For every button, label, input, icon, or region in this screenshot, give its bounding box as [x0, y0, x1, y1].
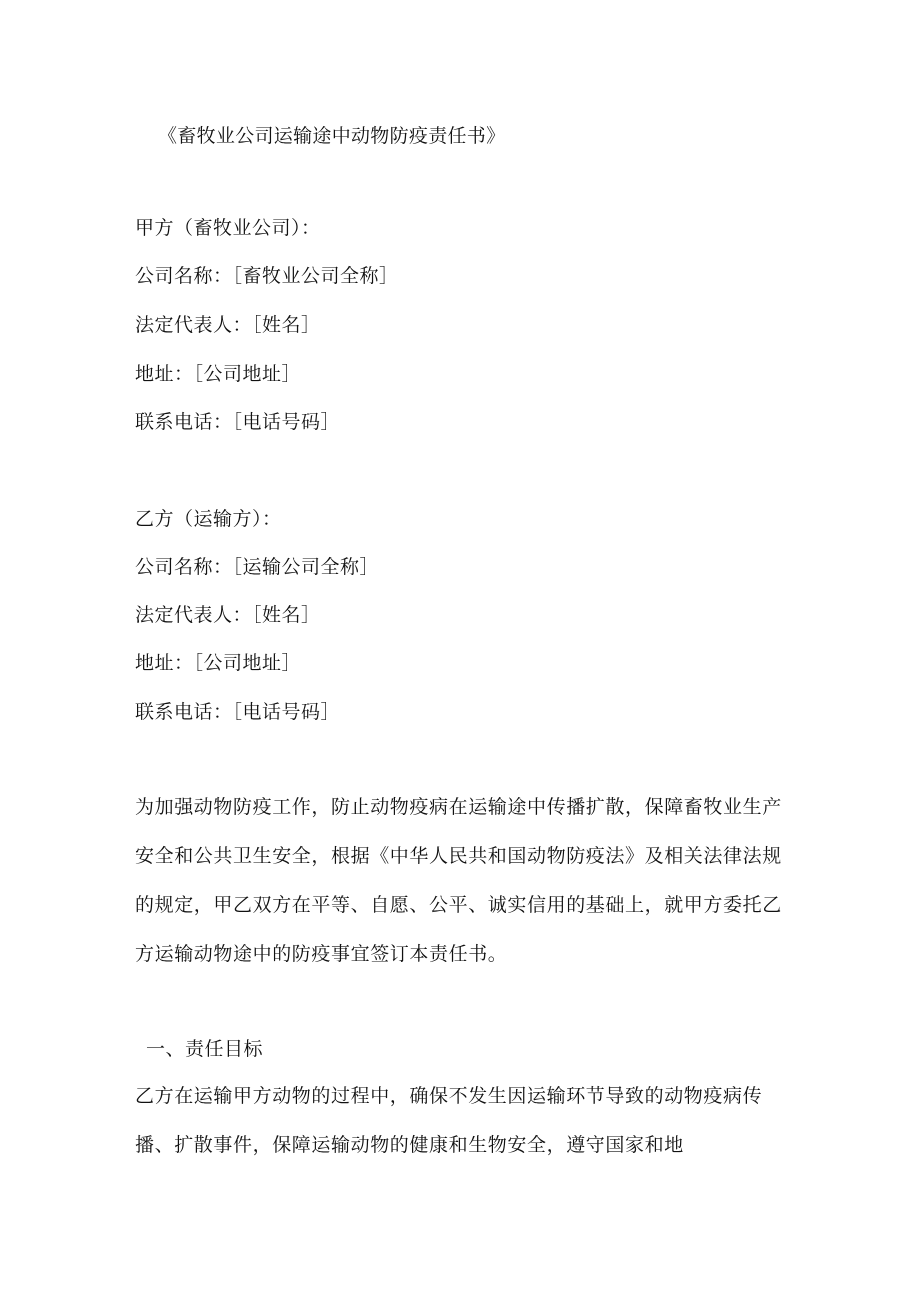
section-1-body: 乙方在运输甲方动物的过程中，确保不发生因运输环节导致的动物疫病传播、扩散事件，保障运输动物的健康和生物安全，遵守国家和地 [135, 1085, 763, 1156]
party-b-legal-rep: 法定代表人：［姓名］ [135, 604, 321, 626]
party-b-phone: 联系电话：［电话号码］ [135, 701, 341, 723]
party-b-heading: 乙方（运输方）： [135, 508, 282, 530]
section-1-heading: 一、责任目标 [146, 1038, 264, 1060]
party-a-heading: 甲方（畜牧业公司）： [135, 217, 321, 239]
party-b-company: 公司名称：［运输公司全称］ [135, 556, 380, 578]
party-a-company: 公司名称：［畜牧业公司全称］ [135, 265, 399, 287]
party-a-phone: 联系电话：［电话号码］ [135, 411, 341, 433]
preamble-paragraph: 为加强动物防疫工作，防止动物疫病在运输途中传播扩散，保障畜牧业生产安全和公共卫生安全，根据《中华人民共和国动物防疫法》及相关法律法规的规定，甲乙双方在平等、自愿、公平、诚实信用的基础上，就甲方委托乙方运输动物途中的防疫事宜签订本责任书。 [135, 796, 782, 965]
party-b-address: 地址：［公司地址］ [135, 652, 302, 674]
document-title: 《畜牧业公司运输途中动物防疫责任书》 [158, 125, 506, 147]
party-a-address: 地址：［公司地址］ [135, 363, 302, 385]
party-a-legal-rep: 法定代表人：［姓名］ [135, 314, 321, 336]
